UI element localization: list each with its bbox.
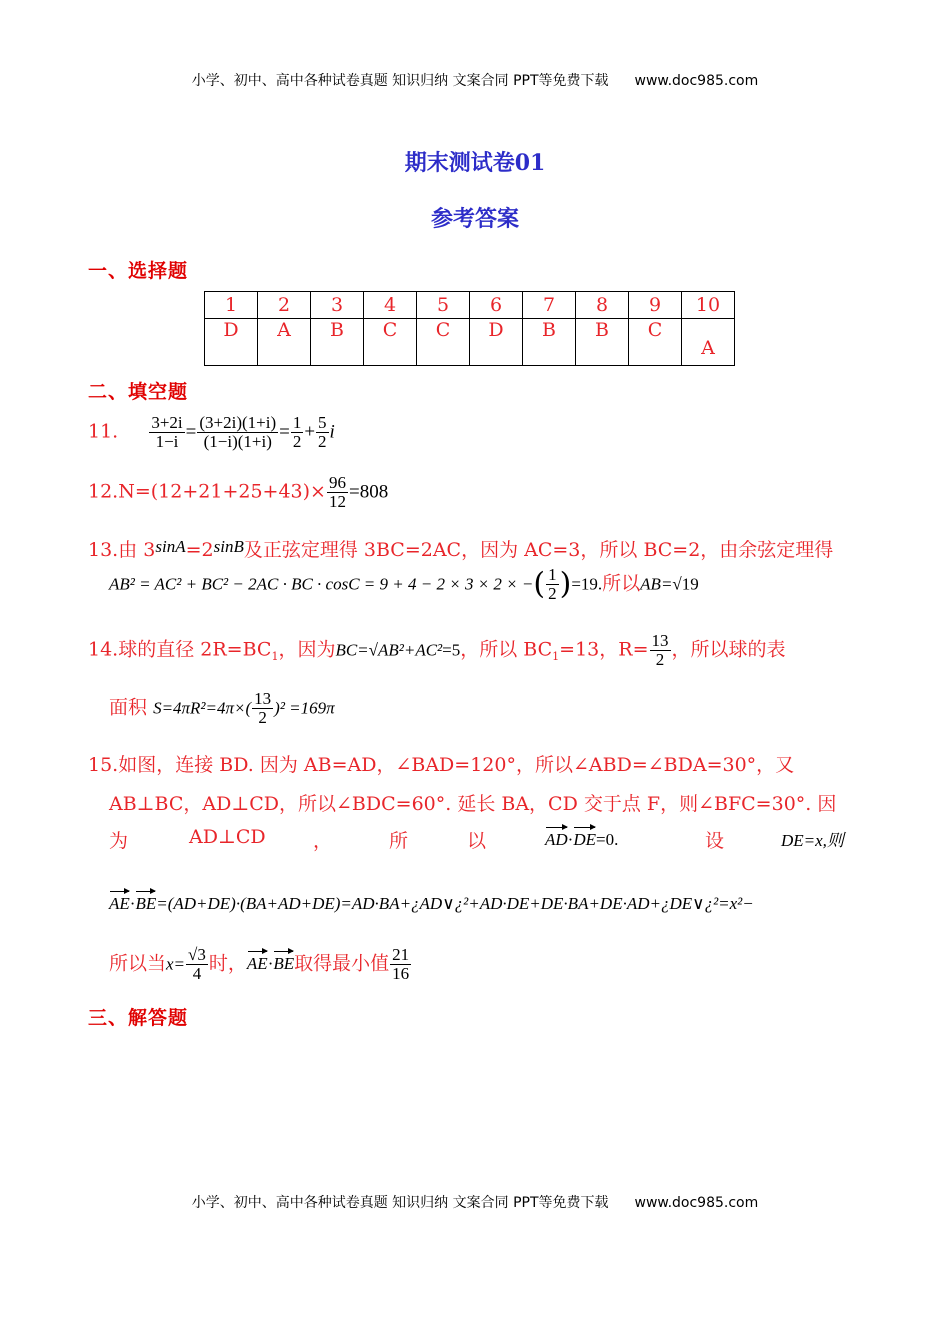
answer-q14-line2 <box>109 690 335 727</box>
q13-text: 及正弦定理得 3BC=2AC，因为 AC=3，所以 BC=2，由余弦定理得 <box>243 539 834 561</box>
answer-q15-line1 <box>88 750 794 777</box>
q15-x: x= <box>166 954 186 974</box>
header-url[interactable]: www.doc985.com <box>634 73 759 89</box>
q15-expansion: =(AD+DE)·(BA+AD+DE)=AD·BA+¿AD∨¿²+AD·DE+DE·BA+DE·AD+¿DE∨¿²=x²− <box>156 894 754 913</box>
answer-q13-line1 <box>88 535 833 562</box>
q14-label: 14. <box>88 638 119 661</box>
q13-sinB: sinB <box>213 537 244 556</box>
q13-text: 由 3 <box>118 539 156 561</box>
q15-label: 15. <box>88 754 119 776</box>
q14-area-formula: S=4πR²=4π×( <box>153 698 252 718</box>
choice-answer-table <box>204 291 735 366</box>
q15-text: 时， <box>208 952 247 975</box>
table-cell: B <box>576 319 629 366</box>
table-cell: C <box>629 319 682 366</box>
vector-ae: AE <box>109 890 130 914</box>
vector-be: BE <box>135 890 156 914</box>
table-row-answers <box>205 319 735 366</box>
q15-text: 取得最小值 <box>294 952 390 975</box>
q14-subscript: 1 <box>271 650 279 664</box>
q11-frac-mid: $\frac{(3+2i)(1+i)}{(1-i)(1+i)}$ <box>199 413 277 451</box>
table-cell: 4 <box>364 292 417 319</box>
q15-text: 设 <box>705 830 725 852</box>
q14-eq: =5 <box>442 640 461 660</box>
q15-text: 以 <box>467 830 487 852</box>
q14-text: =13，R= <box>559 638 649 661</box>
q11-frac-half: $\frac{1}{2}$ <box>292 413 302 451</box>
answer-q15-line5: 所以当x= $\frac{√3}{4}$ 时，AE·BE取得最小值 $\frac{21}{16}$ <box>109 945 410 983</box>
q11-frac-lhs: $\frac{3+2i}{1-i}$ <box>151 413 183 451</box>
q13-sinA: sinA <box>155 537 186 556</box>
q15-frac-x: $\frac{√3}{4}$ <box>188 945 206 983</box>
q15-text: AD⊥CD <box>189 826 266 848</box>
q13-formula: AB² = AC² + BC² − 2AC · BC · cosC = 9 + 4 − 2 × 3 × 2 × − <box>109 574 534 594</box>
q14-formula: BC= <box>335 640 369 660</box>
q13-root: 19 <box>681 574 699 594</box>
q15-text: 所以当 <box>109 952 167 975</box>
table-cell: D <box>470 319 523 366</box>
q14-frac-r: $\frac{13}{2}$ <box>651 631 669 669</box>
q14-text: ，所以球的表 <box>671 638 786 661</box>
table-cell: C <box>417 319 470 366</box>
q15-frac-min: $\frac{21}{16}$ <box>392 945 410 983</box>
q12-frac: $\frac{96}{12}$ <box>328 473 346 511</box>
table-cell: 3 <box>311 292 364 319</box>
q14-area-end: )² =169π <box>274 698 335 718</box>
q15-text: ， <box>313 830 333 852</box>
q14-text: 面积 <box>109 696 148 719</box>
footer-url[interactable]: www.doc985.com <box>634 1195 759 1211</box>
q15-de-formula: DE=x,则 <box>781 831 844 850</box>
q13-result: =19. <box>571 574 603 594</box>
answer-q15-line2 <box>109 789 836 816</box>
q12-text: N=(12+21+25+43)× <box>118 480 326 503</box>
q12-result: =808 <box>348 481 389 503</box>
q15-dot-result: =0. <box>596 830 619 849</box>
table-cell: 6 <box>470 292 523 319</box>
answer-q12 <box>88 474 388 511</box>
radical-icon: √ <box>672 574 682 594</box>
header-text: 小学、初中、高中各种试卷真题 知识归纳 文案合同 PPT等免费下载 <box>191 73 609 89</box>
vector-de: DE <box>573 826 596 850</box>
table-cell: B <box>311 319 364 366</box>
section-solve-heading: 三、解答题 <box>88 1007 189 1029</box>
answer-q11: 11. $\frac{3+2i}{1-i}$ = $\frac{(3+2i)(1+i)}{(1-i)(1+i)}$ = $\frac{1}{2}$ + $\frac{5}{2}$ i <box>88 413 335 451</box>
table-cell: C <box>364 319 417 366</box>
table-cell: B <box>523 319 576 366</box>
table-cell: A <box>682 319 735 366</box>
table-cell: D <box>205 319 258 366</box>
table-cell: 7 <box>523 292 576 319</box>
q15-text: 为 <box>109 830 129 852</box>
q14-text: ，所以 BC <box>460 638 553 661</box>
q14-text: ，因为 <box>278 638 336 661</box>
q13-frac: $\frac{1}{2}$ <box>548 565 557 603</box>
q13-label: 13. <box>88 539 119 561</box>
table-cell: 8 <box>576 292 629 319</box>
answer-q13-line2: AB² = AC² + BC² − 2AC · BC · cosC = 9 + 4 − 2 × 3 × 2 × −( $\frac{1}{2}$ )=19.所以AB=√19 <box>109 565 699 603</box>
page-title: 期末测试卷01 <box>404 150 546 176</box>
footer-text: 小学、初中、高中各种试卷真题 知识归纳 文案合同 PPT等免费下载 <box>191 1195 609 1211</box>
table-cell: 10 <box>682 292 735 319</box>
vector-be: BE <box>273 950 294 974</box>
page-subtitle: 参考答案 <box>430 206 519 232</box>
q13-text: =2 <box>185 539 214 561</box>
table-cell: 2 <box>258 292 311 319</box>
table-cell: 1 <box>205 292 258 319</box>
table-cell: A <box>258 319 311 366</box>
q13-conclusion-formula: AB= <box>640 574 673 594</box>
q15-text: 如图，连接 BD. 因为 AB=AD，∠BAD=120°，所以∠ABD=∠BDA=30°，又 <box>118 754 795 776</box>
section-choice-heading: 一、选择题 <box>88 260 189 282</box>
section-fill-heading: 二、填空题 <box>88 381 189 403</box>
q14-frac-area: $\frac{13}{2}$ <box>254 689 272 727</box>
page-header <box>0 70 950 90</box>
answer-q14-line1 <box>88 632 786 669</box>
vector-ad: AD <box>545 826 568 850</box>
q13-conclusion: 所以 <box>602 572 641 595</box>
q15-text: 所 <box>389 830 409 852</box>
q12-label: 12. <box>88 480 119 503</box>
q14-root: AB²+AC² <box>378 640 443 660</box>
vector-ae: AE <box>247 950 268 974</box>
q15-text: AB⊥BC，AD⊥CD，所以∠BDC=60°. 延长 BA，CD 交于点 F，则∠BFC=30°. 因 <box>109 793 837 815</box>
table-cell: 9 <box>629 292 682 319</box>
q14-subscript: 1 <box>552 650 560 664</box>
q11-label: 11. <box>88 420 119 443</box>
radical-icon: √ <box>368 640 378 660</box>
q11-frac-five-half: $\frac{5}{2}$ <box>318 413 327 451</box>
table-row-numbers <box>205 292 735 319</box>
table-cell: 5 <box>417 292 470 319</box>
q14-text: 球的直径 2R=BC <box>118 638 272 661</box>
page-footer <box>0 1192 950 1212</box>
answer-q15-line4: AE·BE=(AD+DE)·(BA+AD+DE)=AD·BA+¿AD∨¿²+AD·DE+DE·BA+DE·AD+¿DE∨¿²=x²− <box>109 890 754 914</box>
